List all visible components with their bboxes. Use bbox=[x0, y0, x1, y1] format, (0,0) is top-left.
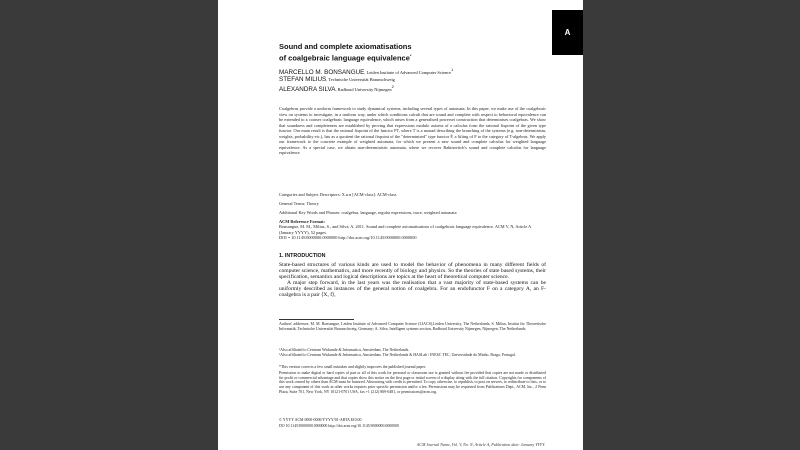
author-2 bbox=[279, 77, 579, 84]
abstract: Coalgebras provide a uniform framework to study dynamical systems, including several types of automata. In this paper, we make use of the coalgebraic view on systems to investigate, in a uniform way, under which conditions calculi that are sound and complete with respect to behavioral equivalence can be extended to a coarser coalgebraic language equivalence, which arises from a generalised powerset construction that determinises coalgebras. We show that soundness and completeness are established by proving that expressions modulo axioms of a calculus form the rational fixpoint of the given type functor. Our main result is that the rational fixpoint of the functor FT, where T is a monad describing the branching of the systems (e.g. non-determinism, weights, probability etc.), has as a quotient the rational fixpoint of the "determinised" type functor F̄, a lifting of F to the category of T-algebras. We apply our framework to the concrete example of weighted automata, for which we present a new sound and complete calculus for weighted language equivalence. As a special case, we obtain non-deterministic automata, where we recover Rabinovitch's sound and complete calculus for language equivalence. bbox=[279, 106, 546, 156]
author-name: STEFAN MILIUS bbox=[279, 75, 327, 83]
paper-title bbox=[279, 42, 559, 63]
acm-reference bbox=[279, 219, 546, 240]
title-line-2: of coalgebraic language equivalence bbox=[279, 53, 410, 63]
footnote-star: *This version corrects a few small mistakes and slightly improves the published journal paper. bbox=[279, 365, 426, 369]
general-terms: General Terms: Theory bbox=[279, 201, 319, 206]
reference-text: Bonsangue, M. M., Milius, S., and Silva, A. 2011. Sound and complete axiomatisations of coalgebraic language equivalence. ACM V, N, Article A (January YYYY), 52 pages. bbox=[279, 224, 531, 235]
doi-footer: DO 10.1145/0000000.0000000 http://doi.acm.org/10.1145/0000000.0000000 bbox=[279, 424, 400, 428]
title-mark: * bbox=[409, 53, 412, 58]
reference-doi: DOI = 10.1145/0000000.0000000 http://doi.acm.org/10.1145/0000000.0000000 bbox=[279, 234, 417, 240]
footnote-authors: Authors' addresses: M. M. Bonsangue, Leiden Institute of Advanced Computer Science (LIACS),Leiden University, The Netherlands; S. Milius, Institut für Theoretische Informatik, Technische Universität Braunschweig, Germany; A. Silva, Intelligent systems section, Radboud University Nijmegen, Nijmegen, The Netherlands. bbox=[279, 322, 546, 331]
author-name: ALEXANDRA SILVA bbox=[279, 85, 336, 93]
author-affiliation: , Radboud University Nijmegen bbox=[335, 86, 392, 92]
permission-notice: Permission to make digital or hard copies of part or all of this work for personal or classroom use is granted without fee provided that copies are not made or distributed for profit or commercial advantage and that copies show this notice on the first page or initial screen of a display along with the full citation. Copyrights for components of this work owned by others than ACM must be honored. Abstracting with credit is permitted. To copy otherwise, to republish, to post on servers, to redistribute to lists, or to use any component of this work in other works requires prior specific permission and/or a fee. Permissions may be requested from Publications Dept., ACM, Inc., 2 Penn Plaza, Suite 701, New York, NY 10121-0701 USA, fax +1 (212) 869-0481, or permissions@acm.org. bbox=[279, 371, 546, 394]
categories: Categories and Subject Descriptors: X.n.n [ACM-class]: ACM-class bbox=[279, 192, 397, 197]
footnote-1: ¹Also affiliated to Centrum Wiskunde & Informatica, Amsterdam, The Netherlands. bbox=[279, 348, 410, 352]
author-name: MARCELLO M. BONSANGUE bbox=[279, 69, 365, 76]
author-mark: 1 bbox=[451, 67, 454, 72]
paper-page bbox=[218, 0, 583, 450]
copyright-line: © YYYY ACM 0000-0000/YYYY/01-ARTA $10.00 bbox=[279, 418, 362, 422]
intro-paragraph-2: A major step forward, in the last years was the realisation that a vast majority of state-based systems can be uniformly described as instances of the general notion of coalgebra. For an endofunctor F on a category A, an F-coalgebra is a pair ⟨X, f⟩, bbox=[279, 280, 546, 299]
author-mark: 2 bbox=[391, 83, 394, 89]
section-heading: 1. INTRODUCTION bbox=[279, 253, 326, 259]
introduction-body bbox=[279, 262, 546, 299]
article-tab: A bbox=[552, 10, 583, 55]
footnote-rule bbox=[279, 319, 354, 320]
keywords: Additional Key Words and Phrases: coalgebra, language, regular expressions, trace, weighted automata bbox=[279, 210, 457, 215]
reference-heading: ACM Reference Format: bbox=[279, 219, 325, 224]
title-line-1: Sound and complete axiomatisations bbox=[279, 42, 412, 51]
author-list bbox=[279, 67, 579, 93]
running-footer: ACM Journal Name, Vol. V, No. N, Article A, Publication date: January YYYY. bbox=[416, 442, 545, 447]
footnote-2: ²Also affiliated to Centrum Wiskunde & Informatica, Amsterdam, The Netherlands & HASLab / INESC TEC, Universidade do Minho, Braga, Portugal. bbox=[279, 353, 516, 357]
author-affiliation: , Leiden Institute of Advanced Computer Science bbox=[364, 70, 452, 75]
author-3 bbox=[279, 84, 579, 94]
intro-paragraph-1: State-based structures of various kinds are used to model the behavior of phenomena in many different fields of computer science, mathematics, and more recently of biology and physics. So the theories of state based systems, their specification, semantics and logical descriptions are topics at the heart of theoretical computer science. bbox=[279, 262, 546, 281]
author-affiliation: , Technische Universität Braunschweig bbox=[326, 76, 395, 82]
